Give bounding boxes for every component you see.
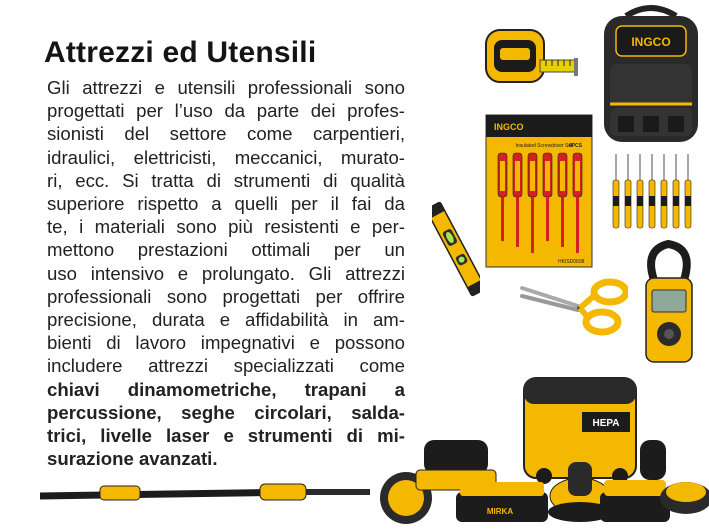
backpack-brand: INGCO <box>631 35 671 49</box>
paragraph-line: ri, ecc. Si tratta di strumenti di qualità <box>47 169 405 191</box>
paragraph-line: idraulici, elettricisti, meccanici, murato- <box>47 146 405 168</box>
paragraph-line: sionisti del settore come carpentieri, <box>47 123 405 145</box>
clamp-meter-image <box>638 240 700 364</box>
paragraph-line: te, i materiali sono più resistenti e per- <box>47 216 405 238</box>
screwdriver-set-image <box>484 113 596 273</box>
drywall-sander-image <box>40 468 440 528</box>
paragraph-line: professionali sono progettati per offrire <box>47 285 405 307</box>
paragraph-line: bienti di lavoro impegnativi e possono <box>47 332 405 354</box>
spirit-level-image <box>432 198 480 300</box>
paragraph-line: trici, livelle laser e strumenti di mi- <box>47 425 405 447</box>
screwdriver-set-label: Insulated Screwdriver Set <box>515 143 573 149</box>
paragraph-line: percussione, seghe circolari, salda- <box>47 401 405 423</box>
screwdriver-brand: INGCO <box>494 122 524 132</box>
paragraph-line: Gli attrezzi e utensili professionali sono <box>47 77 405 98</box>
precision-screwdriver <box>661 154 667 228</box>
paragraph-line: uso intensivo e prolungato. Gli attrezzi <box>47 262 405 284</box>
paragraph-line: progettati per l’uso da parte dei profes- <box>47 100 405 122</box>
tape-measure-image <box>480 22 580 88</box>
sanders-group-image <box>404 400 709 531</box>
precision-screwdriver <box>685 154 691 228</box>
page-title: Attrezzi ed Utensili <box>44 36 317 69</box>
precision-screwdriver <box>625 154 631 228</box>
precision-screwdriver <box>637 154 643 228</box>
precision-screwdriver <box>673 154 679 228</box>
sander-brand: MIRKA <box>486 507 514 516</box>
electrician-scissors-image <box>518 276 628 338</box>
paragraph-line: mettono prestazioni ottimali per un <box>47 239 405 261</box>
screwdriver-count: 6PCS <box>568 143 582 149</box>
precision-screwdriver <box>613 154 619 228</box>
precision-screwdrivers-image <box>610 152 700 232</box>
paragraph-line: surazione avanzati. <box>47 448 218 470</box>
vacuum-label: HEPA <box>592 418 620 429</box>
paragraph-line: superiore rispetto a quelli per il fai da <box>47 193 405 215</box>
screwdriver-code: HKISD0608 <box>558 259 585 265</box>
paragraph-line: precisione, durata e affidabilità in am- <box>47 309 405 331</box>
paragraph-line: chiavi dinamometriche, trapani a <box>47 378 405 400</box>
body-paragraph <box>47 76 405 470</box>
precision-screwdriver <box>649 154 655 228</box>
tool-backpack-image <box>598 4 704 146</box>
paragraph-line: includere attrezzi specializzati come <box>47 355 405 377</box>
